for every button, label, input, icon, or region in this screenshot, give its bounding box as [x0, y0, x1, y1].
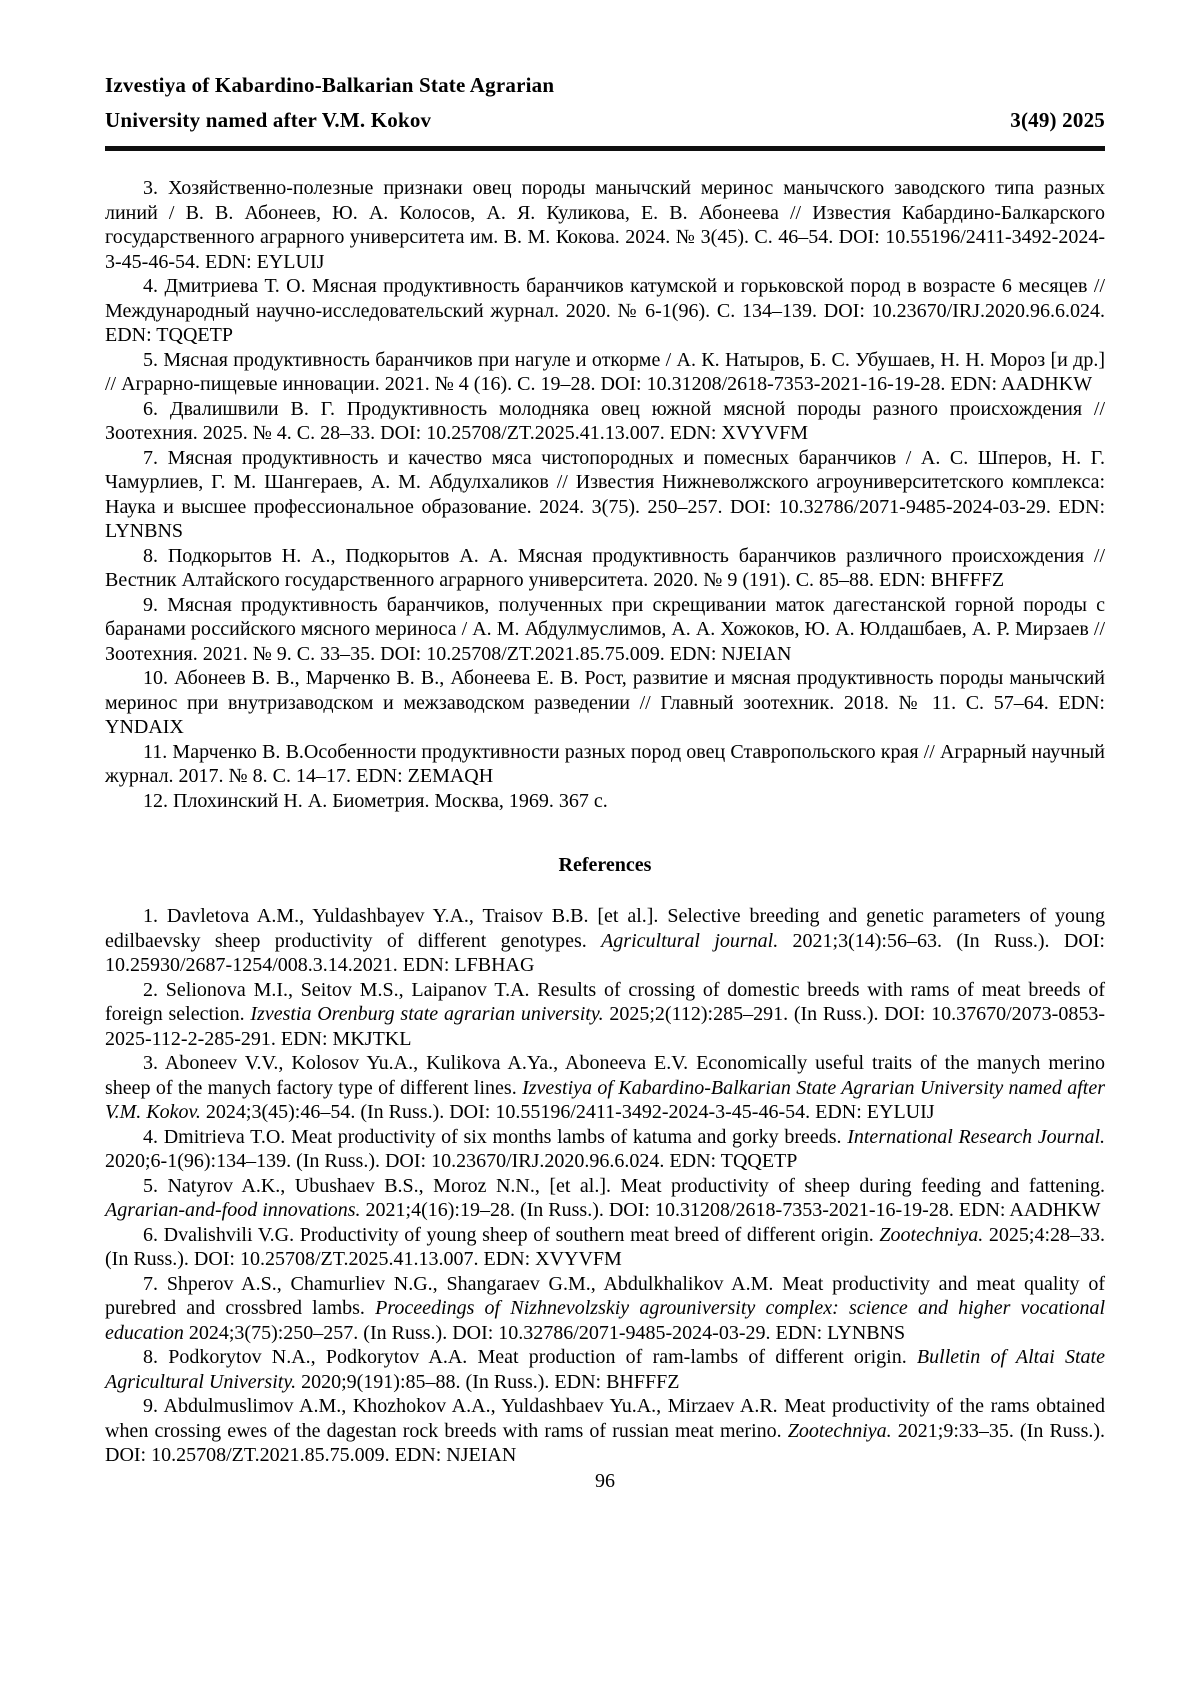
reference-text: 2020;9(191):85–88. (In Russ.). EDN: BHFFFZ — [296, 1370, 680, 1393]
reference-number: 8. — [143, 544, 168, 567]
reference-text: Плохинский Н. А. Биометрия. Москва, 1969. 367 с. — [173, 789, 608, 812]
journal-title-italic: Proceedings of Nizhnevolzskiy agrouniversity complex: science and higher vocational education — [105, 1297, 1106, 1344]
reference-number: 5. — [143, 1174, 168, 1197]
reference-item — [105, 740, 1105, 789]
reference-number: 10. — [143, 667, 175, 689]
reference-item — [105, 1345, 1105, 1394]
reference-text: Dvalishvili V.G. Productivity of young sheep of southern meat breed of different origin. — [163, 1223, 880, 1246]
reference-item — [105, 397, 1105, 446]
journal-title-line2: University named after V.M. Kokov — [105, 108, 432, 132]
reference-item — [105, 1051, 1105, 1125]
reference-item — [105, 544, 1105, 593]
reference-number: 11. — [143, 740, 173, 763]
reference-text: 2025;4:28–33. (In Russ.). DOI: 10.25708/ZT.2025.41.13.007. EDN: XVYVFM — [105, 1223, 1106, 1270]
journal-header — [105, 70, 1105, 151]
reference-number: 8. — [143, 1346, 169, 1368]
reference-item — [105, 348, 1105, 397]
reference-text: Мясная продуктивность и качество мяса чистопородных и помесных баранчиков / А. С. Шперов, Н. Г. Чамурлиев, Г. М. Шангераев, А. М. Абдулхаликов // Известия Нижневолжского агроуниверситетского комплекса: Наука и высшее профессиональное образование. 2024. 3(75). 250–257. DOI: 10.32786/2071-9485-2024-03-29. EDN: LYNBNS — [105, 446, 1105, 542]
journal-title-italic: Agricultural journal. — [601, 929, 779, 952]
reference-number: 1. — [143, 905, 167, 927]
references-content — [105, 176, 1105, 1493]
journal-title-italic: Zootechniya. — [879, 1223, 984, 1246]
reference-number: 4. — [143, 1125, 164, 1148]
reference-item — [105, 666, 1105, 740]
reference-text: Дмитриева Т. О. Мясная продуктивность баранчиков катумской и горьковской пород в возрасте 6 месяцев // Международный научно-исследовательский журнал. 2020. № 6-1(96). С. 134–139. DOI: 10.23670/IRJ.2020.96.6.024. EDN: TQQETP — [105, 275, 1106, 346]
reference-item — [105, 176, 1105, 274]
reference-text: Abdulmuslimov A.M., Khozhokov A.A., Yuldashbaev Yu.A., Mirzaev A.R. Meat productivity of the rams obtained when crossing ewes of the dagestan rock breeds with rams of russian meat merino. — [105, 1395, 1106, 1442]
reference-text: Двалишвили В. Г. Продуктивность молодняка овец южной мясной породы разного происхождения // Зоотехния. 2025. № 4. С. 28–33. DOI: 10.25708/ZT.2025.41.13.007. EDN: XVYVFM — [105, 397, 1105, 444]
reference-text: Selionova M.I., Seitov M.S., Laipanov T.A. Results of crossing of domestic breeds with rams of meat breeds of foreign selection. — [105, 978, 1106, 1025]
page-number: 96 — [595, 1469, 615, 1492]
reference-item — [105, 789, 1105, 814]
reference-number: 12. — [143, 789, 173, 812]
reference-text: Natyrov A.K., Ubushaev B.S., Moroz N.N., [et al.]. Meat productivity of sheep during feeding and fattening. — [167, 1174, 1105, 1197]
reference-item — [105, 1394, 1105, 1468]
reference-text: Shperov A.S., Chamurliev N.G., Shangaraev G.M., Abdulkhalikov A.M. Meat productivity and meat quality of purebred and crossbred lambs. — [105, 1272, 1105, 1319]
reference-number: 5. — [143, 348, 164, 371]
reference-text: 2021;4(16):19–28. (In Russ.). DOI: 10.31208/2618-7353-2021-16-19-28. EDN: AADHKW — [360, 1199, 1101, 1221]
reference-text: 2020;6-1(96):134–139. (In Russ.). DOI: 10.23670/IRJ.2020.96.6.024. EDN: TQQETP — [105, 1150, 798, 1172]
reference-item — [105, 904, 1105, 978]
journal-title-italic: International Research Journal. — [847, 1125, 1106, 1148]
journal-title-italic: Agrarian-and-food innovations. — [105, 1199, 361, 1221]
reference-number: 9. — [143, 1395, 164, 1417]
reference-item — [105, 593, 1105, 667]
english-references-list — [105, 904, 1105, 1468]
reference-text: Марченко В. В.Особенности продуктивности разных пород овец Ставропольского края // Аграрный научный журнал. 2017. № 8. С. 14–17. EDN: ZEMAQH — [105, 740, 1105, 787]
reference-number: 7. — [143, 1272, 167, 1295]
reference-text: Dmitrieva T.O. Meat productivity of six months lambs of katuma and gorky breeds. — [163, 1125, 848, 1148]
issue-number: 3(49) 2025 — [1010, 108, 1105, 132]
reference-item — [105, 1174, 1105, 1223]
reference-item — [105, 274, 1105, 348]
reference-number: 4. — [143, 275, 165, 297]
reference-text: 2025;2(112):285–291. (In Russ.). DOI: 10.37670/2073-0853-2025-112-2-285-291. EDN: MKJTKL — [105, 1003, 1106, 1050]
references-heading: References — [558, 854, 652, 876]
reference-item — [105, 978, 1105, 1052]
reference-number: 7. — [143, 446, 168, 469]
reference-text: Мясная продуктивность баранчиков при нагуле и откорме / А. К. Натыров, Б. С. Убушаев, Н. Н. Мороз [и др.] // Аграрно-пищевые инновации. 2021. № 4 (16). С. 19–28. DOI: 10.31208/2618-7353-2021-16-19-28. EDN: AADHKW — [105, 348, 1106, 395]
reference-text: Aboneev V.V., Kolosov Yu.A., Kulikova A.Ya., Aboneeva E.V. Economically useful traits of the manych merino sheep of the manych factory type of different lines. — [105, 1052, 1105, 1099]
reference-item — [105, 1223, 1105, 1272]
reference-item — [105, 446, 1105, 544]
journal-title-line1: Izvestiya of Kabardino-Balkarian State Agrarian — [105, 73, 555, 97]
reference-text: 2021;9:33–35. (In Russ.). DOI: 10.25708/ZT.2021.85.75.009. EDN: NJEIAN — [105, 1419, 1106, 1466]
reference-number: 2. — [143, 978, 166, 1001]
journal-title-italic: Zootechniya. — [787, 1419, 892, 1442]
reference-text: Мясная продуктивность баранчиков, полученных при скрещивании маток дагестанской горной породы с баранами российского мясного мериноса / А. М. Абдулмуслимов, А. А. Хожоков, Ю. А. Юлдашбаев, А. Р. Мирзаев // Зоотехния. 2021. № 9. С. 33–35. DOI: 10.25708/ZT.2021.85.75.009. EDN: NJEIAN — [105, 593, 1106, 665]
journal-title-italic: Izvestiya of Kabardino-Balkarian State Agrarian University named after V.M. Kokov. — [105, 1076, 1105, 1123]
reference-number: 6. — [143, 1223, 164, 1246]
reference-text: Davletova A.M., Yuldashbayev Y.A., Traisov B.B. [et al.]. Selective breeding and genetic parameters of young edilbaevsky sheep productivity of different genotypes. — [105, 905, 1105, 952]
journal-title-italic: Izvestia Orenburg state agrarian university. — [250, 1003, 604, 1025]
reference-number: 3. — [143, 1052, 165, 1074]
reference-text: 2024;3(45):46–54. (In Russ.). DOI: 10.55196/2411-3492-2024-3-45-46-54. EDN: EYLUIJ — [200, 1101, 935, 1123]
reference-item — [105, 1125, 1105, 1174]
reference-number: 6. — [143, 397, 170, 420]
reference-number: 3. — [143, 177, 169, 199]
reference-text: Хозяйственно-полезные признаки овец породы манычский меринос манычского заводского типа разных линий / В. В. Абонеев, Ю. А. Колосов, А. Я. Куликова, Е. В. Абонеева // Известия Кабардино-Балкарского государственного аграрного университета им. В. М. Кокова. 2024. № 3(45). С. 46–54. DOI: 10.55196/2411-3492-2024-3-45-46-54. EDN: EYLUIJ — [105, 177, 1106, 273]
reference-text: 2021;3(14):56–63. (In Russ.). DOI: 10.25930/2687-1254/008.3.14.2021. EDN: LFBHAG — [105, 929, 1105, 976]
reference-text: Подкорытов Н. А., Подкорытов А. А. Мясная продуктивность баранчиков различного происхождения // Вестник Алтайского государственного аграрного университета. 2020. № 9 (191). С. 85–88. EDN: BHFFFZ — [105, 544, 1106, 591]
russian-references-list — [105, 176, 1105, 813]
reference-text: Podkorytov N.A., Podkorytov A.A. Meat production of ram-lambs of different origin. — [168, 1346, 917, 1368]
reference-number: 9. — [143, 593, 168, 616]
journal-title-italic: Bulletin of Altai State Agricultural University. — [105, 1346, 1105, 1393]
reference-item — [105, 1272, 1105, 1346]
header-rule — [105, 146, 1105, 151]
reference-text: Абонеев В. В., Марченко В. В., Абонеева Е. В. Рост, развитие и мясная продуктивность породы манычский меринос при внутризаводском и межзаводском разведении // Главный зоотехник. 2018. № 11. С. 57–64. EDN: YNDAIX — [105, 667, 1106, 738]
reference-text: 2024;3(75):250–257. (In Russ.). DOI: 10.32786/2071-9485-2024-03-29. EDN: LYNBNS — [183, 1321, 906, 1344]
